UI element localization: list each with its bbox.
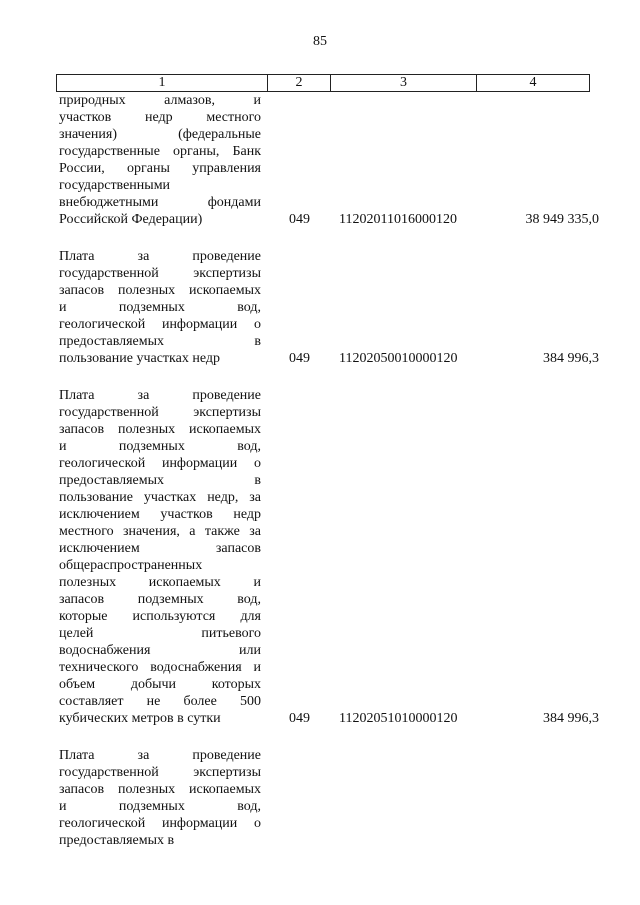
row-description	[59, 92, 261, 228]
description-line: Плата за проведение	[59, 388, 261, 403]
description-line: кубических метров в сутки	[59, 711, 221, 726]
column-2-header: 2	[268, 75, 331, 92]
description-line: геологической информации о	[59, 317, 261, 332]
description-line: запасов полезных ископаемых	[59, 422, 261, 437]
description-line: государственной экспертизы	[59, 266, 261, 281]
description-line: общераспространенных	[59, 558, 203, 573]
description-line: государственной экспертизы	[59, 405, 261, 420]
column-header-table	[56, 74, 590, 92]
page-number: 85	[313, 34, 327, 49]
description-line: Плата за проведение	[59, 249, 261, 264]
description-line: геологической информации о	[59, 456, 261, 471]
description-line: пользование участках недр	[59, 351, 220, 366]
description-line: водоснабжения или	[59, 643, 261, 658]
table-row	[59, 747, 599, 849]
description-line: значения) (федеральные	[59, 127, 261, 142]
description-line: предоставляемых в	[59, 334, 261, 349]
description-line: которые используются для	[59, 609, 261, 624]
column-1-header: 1	[57, 75, 268, 92]
description-line: внебюджетными фондами	[59, 195, 261, 210]
description-line: запасов полезных ископаемых	[59, 283, 261, 298]
table-row	[59, 92, 599, 228]
description-line: государственной экспертизы	[59, 765, 261, 780]
description-line: запасов подземных вод,	[59, 592, 261, 607]
table-row	[59, 248, 599, 367]
row-description	[59, 248, 261, 367]
amount: 38 949 335,0	[525, 212, 599, 227]
column-4-header: 4	[477, 75, 590, 92]
description-line: государственными	[59, 178, 171, 193]
description-line: местного значения, а также за	[59, 524, 261, 539]
description-line: участков недр местного	[59, 110, 261, 125]
row-description	[59, 387, 261, 727]
description-line: пользование участках недр, за	[59, 490, 261, 505]
description-line: запасов полезных ископаемых	[59, 782, 261, 797]
description-line: России, органы управления	[59, 161, 261, 176]
kbk-code: 11202050010000120	[339, 351, 458, 366]
description-line: природных алмазов, и	[59, 93, 261, 108]
description-line: Плата за проведение	[59, 748, 261, 763]
description-line: и подземных вод,	[59, 799, 261, 814]
description-line: исключением участков недр	[59, 507, 261, 522]
kbk-code: 11202051010000120	[339, 711, 458, 726]
amount: 384 996,3	[543, 351, 599, 366]
column-3-header: 3	[331, 75, 477, 92]
description-line: исключением запасов	[59, 541, 261, 556]
description-line: Российской Федерации)	[59, 212, 203, 227]
description-line: технического водоснабжения и	[59, 660, 261, 675]
description-line: геологической информации о	[59, 816, 261, 831]
description-line: предоставляемых в	[59, 473, 261, 488]
description-line: составляет не более 500	[59, 694, 261, 709]
description-line: и подземных вод,	[59, 439, 261, 454]
admin-code: 049	[289, 212, 310, 227]
row-description	[59, 747, 261, 849]
amount: 384 996,3	[543, 711, 599, 726]
description-line: полезных ископаемых и	[59, 575, 261, 590]
description-line: и подземных вод,	[59, 300, 261, 315]
description-line: объем добычи которых	[59, 677, 261, 692]
description-line: целей питьевого	[59, 626, 261, 641]
description-line: государственные органы, Банк	[59, 144, 261, 159]
admin-code: 049	[289, 711, 310, 726]
description-line: предоставляемых в	[59, 833, 175, 848]
kbk-code: 11202011016000120	[339, 212, 457, 227]
document-table-body	[59, 92, 599, 869]
admin-code: 049	[289, 351, 310, 366]
table-row	[59, 387, 599, 727]
